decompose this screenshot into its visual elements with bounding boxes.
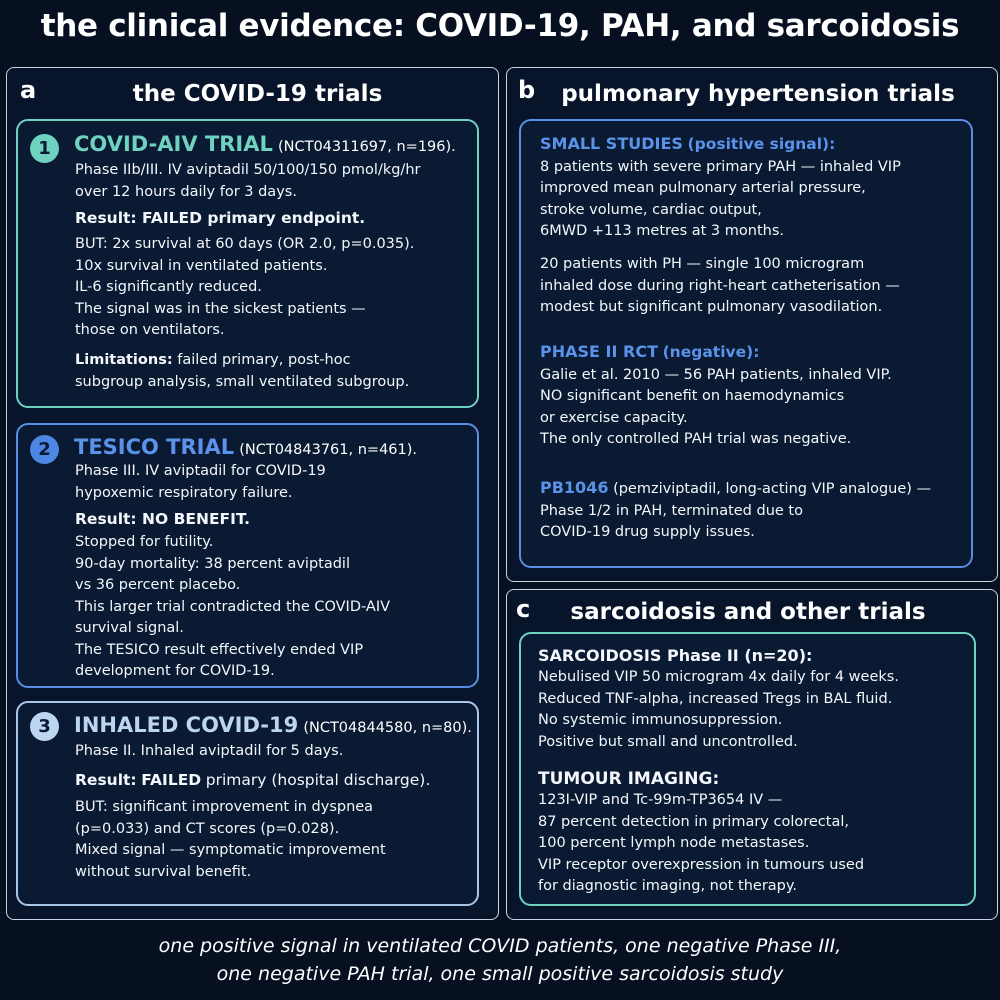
trial-result: [75, 208, 365, 230]
phase-ii-rct-section: [540, 341, 892, 451]
text-line: Phase II. Inhaled aviptadil for 5 days.: [75, 743, 344, 759]
text-line: hypoxemic respiratory failure.: [75, 484, 293, 501]
text-line: subgroup analysis, small ventilated subgroup.: [75, 373, 410, 390]
panel-a-title: the COVID-19 trials: [132, 81, 383, 107]
text-line: Phase III. IV aviptadil for COVID-19: [75, 463, 326, 479]
result-value: FAILED primary endpoint.: [142, 209, 366, 227]
panel-b-letter: b: [518, 76, 536, 104]
text-line: The only controlled PAH trial was negative.: [540, 431, 852, 447]
footer-line-2: one negative PAH trial, one small positive sarcoidosis study: [216, 963, 784, 985]
rct-head: PHASE II RCT: [540, 342, 658, 361]
text-line: survival signal.: [75, 620, 184, 636]
text-line: development for COVID-19.: [75, 663, 275, 679]
text-line: 10x survival in ventilated patients.: [75, 257, 328, 274]
text-line: 6MWD +113 metres at 3 months.: [540, 223, 784, 239]
trial-number-badge: 2: [30, 435, 59, 464]
section-heading: TUMOUR IMAGING:: [538, 769, 720, 789]
result-label: Result:: [75, 209, 137, 227]
trial-heading: [74, 131, 456, 160]
trial-name: TESICO TRIAL: [74, 435, 235, 459]
result-label: Result:: [75, 771, 137, 789]
trial-heading: [74, 434, 417, 463]
text-line: 123I-VIP and Tc-99m-TP3654 IV —: [538, 792, 783, 808]
pb1046-section: [540, 477, 931, 544]
text-line: The signal was in the sickest patients —: [75, 300, 366, 317]
trial-meta: (NCT04311697, n=196).: [277, 139, 456, 155]
trial-meta: (NCT04844580, n=80).: [303, 720, 472, 736]
pb-head: PB1046: [540, 478, 609, 497]
trial-name: COVID-AIV TRIAL: [74, 132, 273, 156]
trial-meta: (NCT04843761, n=461).: [239, 442, 418, 458]
text-line: (p=0.033) and CT scores (p=0.028).: [75, 820, 340, 837]
result-value: FAILED: [141, 771, 202, 789]
text-line: IL-6 significantly reduced.: [75, 279, 262, 295]
text-line: or exercise capacity.: [540, 409, 688, 426]
trial-description: [75, 461, 326, 504]
section-heading: [540, 133, 901, 157]
small-studies-second: [540, 254, 900, 319]
text-line: Phase IIb/III. IV aviptadil 50/100/150 pmol/kg/hr: [75, 162, 421, 178]
section-heading: SARCOIDOSIS Phase II (n=20):: [538, 646, 813, 665]
text-line: those on ventilators.: [75, 322, 225, 338]
text-line: without survival benefit.: [75, 863, 252, 880]
result-line: [75, 208, 365, 230]
text-line: Galie et al. 2010 — 56 PAH patients, inhaled VIP.: [540, 366, 892, 383]
rct-tag: (negative):: [662, 343, 760, 361]
tumour-imaging-section: [538, 768, 864, 898]
text-line: modest but significant pulmonary vasodilation.: [540, 299, 883, 315]
panel-b-title: pulmonary hypertension trials: [561, 81, 955, 107]
text-line: Nebulised VIP 50 microgram 4x daily for 4 weeks.: [538, 669, 899, 685]
result-label: Result:: [75, 510, 137, 528]
text-line: The TESICO result effectively ended VIP: [75, 641, 364, 658]
text-line: for diagnostic imaging, not therapy.: [538, 878, 797, 894]
trial-description: [75, 160, 420, 203]
text-line: No systemic immunosuppression.: [538, 712, 783, 728]
text-line: VIP receptor overexpression in tumours used: [538, 856, 865, 873]
trial-limitations: [75, 350, 409, 393]
trial-name: INHALED COVID-19: [74, 713, 299, 737]
page-title: the clinical evidence: COVID-19, PAH, and sarcoidosis: [40, 8, 960, 44]
limitations-label: Limitations:: [75, 352, 173, 368]
limitations-text: failed primary, post-hoc: [177, 352, 351, 368]
section-heading: [540, 477, 931, 501]
section-heading: [540, 341, 892, 365]
small-studies-tag: (positive signal):: [687, 135, 836, 153]
text-line: stroke volume, cardiac output,: [540, 201, 762, 218]
result-extra: primary (hospital discharge).: [205, 771, 431, 789]
panel-a-letter: a: [20, 76, 37, 104]
result-line: [75, 509, 250, 531]
trial-result: [75, 509, 250, 531]
trial-number-badge: 1: [30, 134, 59, 163]
text-line: COVID-19 drug supply issues.: [540, 524, 755, 540]
trial-heading: [74, 712, 472, 741]
text-line: BUT: 2x survival at 60 days (OR 2.0, p=0.035).: [75, 236, 415, 252]
sarcoidosis-section: [538, 645, 899, 753]
text-line: 90-day mortality: 38 percent aviptadil: [75, 555, 350, 572]
text-line: 20 patients with PH — single 100 microgram: [540, 256, 865, 272]
text-line: Positive but small and uncontrolled.: [538, 733, 798, 750]
trial-number-badge: 3: [30, 712, 59, 741]
text-line: BUT: significant improvement in dyspnea: [75, 799, 374, 815]
text-line: [75, 350, 409, 372]
text-line: Phase 1/2 in PAH, terminated due to: [540, 502, 803, 519]
panel-c-letter: c: [516, 595, 531, 623]
trial-result: [75, 770, 430, 793]
text-line: Stopped for futility.: [75, 534, 214, 550]
trial-findings: [75, 234, 414, 342]
result-value: NO BENEFIT.: [142, 510, 251, 528]
text-line: over 12 hours daily for 3 days.: [75, 183, 297, 200]
footer-line-1: one positive signal in ventilated COVID patients, one negative Phase III,: [158, 935, 842, 957]
text-line: vs 36 percent placebo.: [75, 577, 241, 593]
text-line: NO significant benefit on haemodynamics: [540, 388, 845, 404]
trial-description: [75, 741, 343, 763]
text-line: Reduced TNF-alpha, increased Tregs in BAL fluid.: [538, 690, 893, 707]
trial-findings: [75, 797, 386, 883]
text-line: inhaled dose during right-heart catheterisation —: [540, 277, 900, 294]
text-line: 87 percent detection in primary colorectal,: [538, 813, 849, 830]
panel-c-title: sarcoidosis and other trials: [570, 599, 926, 625]
text-line: This larger trial contradicted the COVID-AIV: [75, 598, 391, 615]
small-studies-head: SMALL STUDIES: [540, 134, 683, 153]
pb-tag: (pemziviptadil, long-acting VIP analogue) —: [613, 481, 932, 497]
trial-findings: [75, 532, 390, 683]
small-studies-section: [540, 133, 901, 243]
text-line: Mixed signal — symptomatic improvement: [75, 842, 386, 858]
text-line: 8 patients with severe primary PAH — inhaled VIP: [540, 158, 901, 175]
result-line: [75, 770, 430, 793]
text-line: 100 percent lymph node metastases.: [538, 835, 810, 851]
text-line: improved mean pulmonary arterial pressure,: [540, 180, 866, 196]
